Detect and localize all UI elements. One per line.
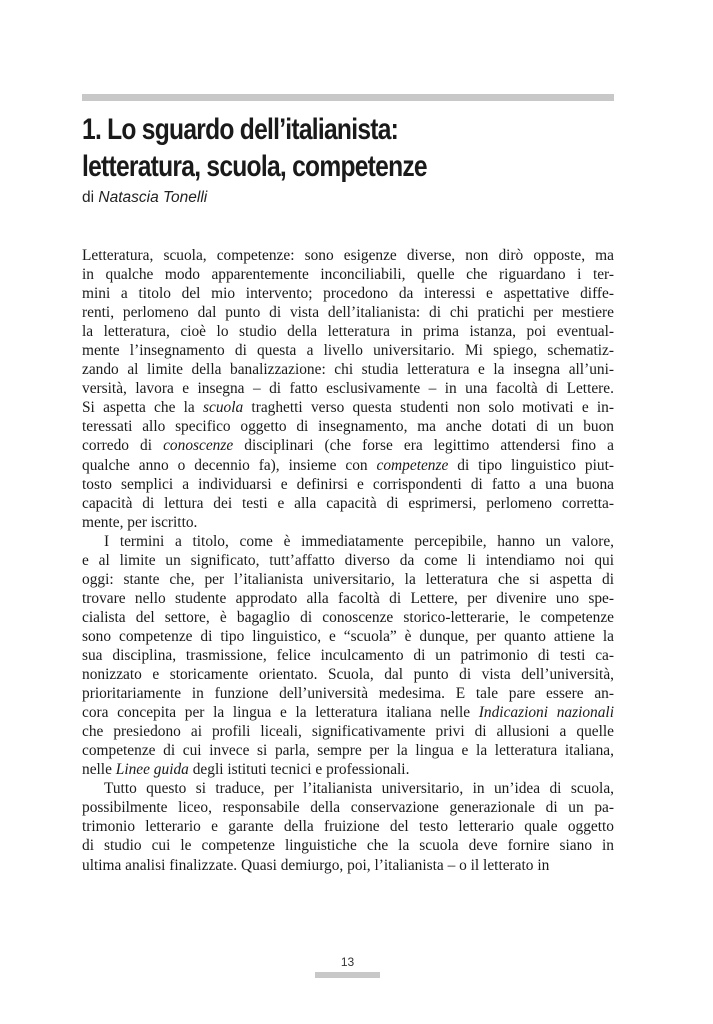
text-line	[82, 436, 614, 455]
bottom-rule	[315, 972, 380, 978]
text-line: Tutto questo si traduce, per l’italianista universitario, in un’idea di scuola,	[104, 780, 614, 798]
text-line	[82, 398, 614, 417]
italic-term: Indicazioni nazionali	[478, 704, 614, 722]
text-line: possibilmente liceo, responsabile della conservazione generazionale di un pa-	[82, 799, 614, 817]
page-number: 13	[340, 955, 355, 969]
body-text	[82, 246, 614, 875]
text-line: trovare nello studente approdato alla facoltà di Lettere, per divenire uno spe-	[82, 589, 614, 607]
text-line: capacità di lettura dei testi e alla capacità di esprimersi, perlomeno corretta-	[82, 494, 614, 512]
text-line: la letteratura, cioè lo studio della letteratura in prima istanza, poi eventual-	[82, 323, 614, 341]
text-line: tosto semplici a individuarsi e definirsi e corrispondenti di fatto a una buona	[82, 475, 614, 493]
italic-term: Linee guida	[115, 761, 189, 779]
chapter-title	[82, 111, 525, 185]
top-rule	[82, 94, 614, 101]
text-line: sua disciplina, trasmissione, felice inculcamento di un patrimonio di testi ca-	[82, 646, 614, 664]
text-segment: qualche anno o decennio fa), insieme con	[82, 456, 377, 474]
text-line: ultima analisi finalizzate. Quasi demiurgo, poi, l’italianista – o il letterato in	[82, 856, 550, 874]
text-line: renti, perlomeno dal punto di vista dell’italianista: di chi pratichi per mestiere	[82, 304, 614, 322]
text-line	[82, 456, 614, 475]
text-segment: corredo di	[82, 437, 164, 455]
text-line	[82, 760, 614, 779]
text-line: competenze di cui invece si parla, sempre per la lingua e la letteratura italiana,	[82, 742, 614, 760]
text-line: trimonio letterario e garante della fruizione del testo letterario quale oggetto	[82, 818, 614, 836]
author-name: Natascia Tonelli	[98, 189, 208, 206]
text-line: mente, per iscritto.	[82, 513, 198, 531]
text-line: teressati allo specifico oggetto di insegnamento, ma anche dotati di un buon	[82, 418, 614, 436]
text-line: sono competenze di tipo linguistico, e “scuola” è dunque, per quanto attiene la	[82, 627, 614, 645]
byline	[82, 189, 207, 207]
text-line: I termini a titolo, come è immediatamente percepibile, hanno un valore,	[104, 532, 614, 550]
text-line: Letteratura, scuola, competenze: sono esigenze diverse, non dirò opposte, ma	[82, 247, 614, 264]
text-line: e al limite un significato, tutt’affatto diverso da come li intendiamo noi qui	[82, 551, 614, 569]
chapter-title-line-2: letteratura, scuola, competenze	[82, 150, 427, 183]
italic-term: scuola	[203, 399, 244, 417]
text-line: di studio cui le competenze linguistiche che la scuola deve fornire siano in	[82, 837, 614, 855]
text-segment: disciplinari (che forse era legittimo attendersi fino a	[233, 437, 614, 455]
text-line: oggi: stante che, per l’italianista universitario, la letteratura che si aspetta di	[82, 570, 614, 588]
text-segment: cora concepita per la lingua e la letteratura italiana nelle	[82, 704, 479, 722]
text-line: mini a titolo del mio intervento; procedono da interessi e aspettative diffe-	[82, 285, 614, 303]
text-segment: Si aspetta che la	[82, 399, 203, 417]
text-segment: traghetti verso questa studenti non solo motivati e in-	[243, 399, 614, 417]
text-line: cialista del settore, è bagaglio di conoscenze storico-letterarie, le competenze	[82, 608, 614, 626]
text-segment: nelle	[82, 761, 116, 779]
chapter-title-line-1: 1. Lo sguardo dell’italianista:	[82, 113, 399, 146]
text-line: nonizzato e storicamente orientato. Scuola, dal punto di vista dell’università,	[82, 666, 614, 684]
italic-term: conoscenze	[163, 437, 234, 455]
text-line: mente l’insegnamento di questa a livello universitario. Mi spiego, schematiz-	[82, 342, 614, 360]
text-line: che presiedono ai profili liceali, significativamente privi di allusioni a quelle	[82, 723, 614, 741]
text-segment: di tipo linguistico piut-	[448, 456, 614, 474]
byline-prefix: di	[82, 189, 95, 206]
text-line	[82, 703, 614, 722]
text-line: prioritariamente in funzione dell’università medesima. E tale pare essere an-	[82, 685, 614, 703]
text-segment: degli istituti tecnici e professionali.	[188, 761, 410, 779]
text-line: in qualche modo apparentemente inconciliabili, quelle che riguardano i ter-	[82, 266, 614, 284]
text-line: zando al limite della banalizzazione: chi studia letteratura e la insegna all’uni-	[82, 361, 614, 379]
italic-term: competenze	[376, 456, 449, 474]
text-line: versità, lavora e insegna – di fatto esclusivamente – in una facoltà di Lettere.	[82, 380, 614, 398]
